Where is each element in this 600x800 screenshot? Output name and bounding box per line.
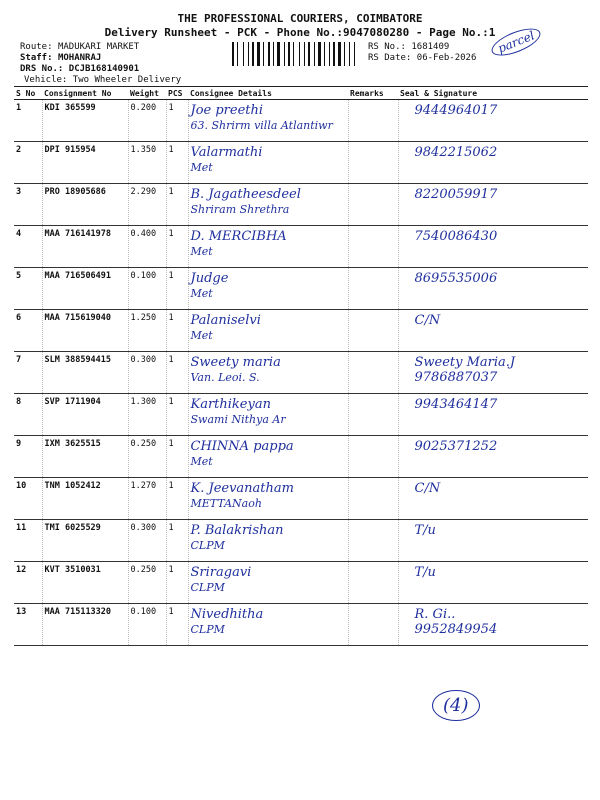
runsheet-subtitle: Delivery Runsheet - PCK - Phone No.:9047080280 - Page No.:1 <box>104 26 496 39</box>
table-row <box>14 142 588 184</box>
table-row <box>14 226 588 268</box>
rs-number-value: 1681409 <box>411 42 450 52</box>
consignee-details-cell <box>188 562 348 604</box>
sno-cell: 7 <box>14 352 42 394</box>
consignment-number: MAA 716506491 <box>42 268 128 310</box>
consignment-number: PRO 18905686 <box>42 184 128 226</box>
rs-date-value: 06-Feb-2026 <box>416 53 477 63</box>
pcs-cell: 1 <box>166 562 188 604</box>
remarks-cell <box>348 268 398 310</box>
consignee-details-cell <box>188 310 348 352</box>
remarks-cell <box>348 436 398 478</box>
remarks-cell <box>348 604 398 646</box>
signature-cell <box>398 268 588 310</box>
sno-cell: 11 <box>14 520 42 562</box>
pcs-cell: 1 <box>166 184 188 226</box>
sno-cell: 9 <box>14 436 42 478</box>
consignee-handwriting: Valarmathi <box>190 145 263 160</box>
signature-handwriting: R. Gi.. <box>414 607 456 622</box>
signature-handwriting: 9943464147 <box>414 397 498 412</box>
signature-handwriting: 7540086430 <box>414 229 498 244</box>
consignee-details-cell <box>188 184 348 226</box>
consignee-details-cell <box>188 436 348 478</box>
consignee-details-cell <box>188 604 348 646</box>
consignee-handwriting: K. Jeevanatham <box>190 481 294 496</box>
table-row <box>14 478 588 520</box>
signature-cell <box>398 520 588 562</box>
weight-cell: 0.200 <box>128 100 166 142</box>
sno-cell: 4 <box>14 226 42 268</box>
sno-cell: 10 <box>14 478 42 520</box>
consignment-number: MAA 715619040 <box>42 310 128 352</box>
staff-value: MOHANRAJ <box>57 53 102 63</box>
table-row <box>14 268 588 310</box>
runsheet-table <box>14 86 588 646</box>
consignment-number: TMI 6025529 <box>42 520 128 562</box>
col-header-sno: S No <box>14 87 42 100</box>
col-header-signature: Seal & Signature <box>398 87 588 100</box>
sno-cell: 1 <box>14 100 42 142</box>
consignment-number: MAA 716141978 <box>42 226 128 268</box>
pcs-cell: 1 <box>166 352 188 394</box>
signature-handwriting: 8220059917 <box>414 187 498 202</box>
consignee-handwriting: Sriragavi <box>190 565 252 580</box>
consignee-handwriting: Swami Nithya Ar <box>190 413 286 426</box>
consignee-handwriting: Met <box>190 245 213 258</box>
pcs-cell: 1 <box>166 268 188 310</box>
weight-cell: 0.300 <box>128 520 166 562</box>
weight-cell: 2.290 <box>128 184 166 226</box>
consignment-number: SVP 1711904 <box>42 394 128 436</box>
remarks-cell <box>348 184 398 226</box>
table-row <box>14 394 588 436</box>
consignee-handwriting: CLPM <box>190 581 225 594</box>
weight-cell: 0.300 <box>128 352 166 394</box>
consignee-handwriting: Judge <box>190 271 229 286</box>
consignee-handwriting: CHINNA pappa <box>190 439 294 454</box>
signature-handwriting: Sweety Maria.J <box>414 355 516 370</box>
consignment-number: DPI 915954 <box>42 142 128 184</box>
weight-cell: 0.100 <box>128 604 166 646</box>
signature-cell <box>398 184 588 226</box>
pcs-cell: 1 <box>166 100 188 142</box>
staff-label: Staff: <box>20 53 53 63</box>
table-row <box>14 520 588 562</box>
drs-line <box>20 64 139 74</box>
sno-cell: 8 <box>14 394 42 436</box>
consignee-handwriting: Palaniselvi <box>190 313 261 328</box>
pcs-cell: 1 <box>166 604 188 646</box>
consignee-handwriting: Joe preethi <box>190 103 264 118</box>
remarks-cell <box>348 310 398 352</box>
pcs-cell: 1 <box>166 520 188 562</box>
drs-label: DRS No.: <box>20 64 64 74</box>
consignee-details-cell <box>188 142 348 184</box>
consignee-handwriting: Met <box>190 329 213 342</box>
consignee-handwriting: 63. Shrirm villa Atlantiwr <box>190 119 333 132</box>
weight-cell: 1.250 <box>128 310 166 352</box>
pcs-cell: 1 <box>166 226 188 268</box>
consignment-number: MAA 715113320 <box>42 604 128 646</box>
weight-cell: 1.270 <box>128 478 166 520</box>
consignment-number: TNM 1052412 <box>42 478 128 520</box>
sno-cell: 5 <box>14 268 42 310</box>
weight-cell: 0.250 <box>128 562 166 604</box>
signature-handwriting: 9786887037 <box>414 370 498 385</box>
signature-cell <box>398 142 588 184</box>
vehicle-label: Vehicle: <box>24 75 68 85</box>
consignee-details-cell <box>188 352 348 394</box>
signature-handwriting: 9025371252 <box>414 439 498 454</box>
rs-date-label: RS Date: <box>368 53 412 63</box>
consignee-handwriting: METTANaoh <box>190 497 262 510</box>
table-row <box>14 604 588 646</box>
route-line <box>20 42 139 52</box>
consignee-details-cell <box>188 520 348 562</box>
route-value: MADUKARI MARKET <box>57 42 140 52</box>
weight-cell: 1.300 <box>128 394 166 436</box>
barcode <box>232 42 362 66</box>
pcs-cell: 1 <box>166 478 188 520</box>
remarks-cell <box>348 562 398 604</box>
signature-cell <box>398 478 588 520</box>
signature-cell <box>398 352 588 394</box>
consignee-details-cell <box>188 268 348 310</box>
pcs-cell: 1 <box>166 436 188 478</box>
remarks-cell <box>348 352 398 394</box>
consignee-handwriting: Met <box>190 287 213 300</box>
consignment-number: KDI 365599 <box>42 100 128 142</box>
staff-line <box>20 53 101 63</box>
rs-date-line <box>368 53 476 63</box>
table-row <box>14 436 588 478</box>
col-header-consignee: Consignee Details <box>188 87 348 100</box>
remarks-cell <box>348 142 398 184</box>
signature-cell <box>398 226 588 268</box>
signature-cell <box>398 562 588 604</box>
vehicle-line <box>24 75 181 85</box>
col-header-remarks: Remarks <box>348 87 398 100</box>
signature-handwriting: T/u <box>414 565 436 580</box>
sno-cell: 6 <box>14 310 42 352</box>
table-row <box>14 562 588 604</box>
consignee-details-cell <box>188 226 348 268</box>
signature-cell <box>398 394 588 436</box>
consignment-number: KVT 3510031 <box>42 562 128 604</box>
col-header-weight: Weight <box>128 87 166 100</box>
signature-handwriting: 9444964017 <box>414 103 498 118</box>
consignee-handwriting: Met <box>190 161 213 174</box>
signature-cell <box>398 100 588 142</box>
sno-cell: 12 <box>14 562 42 604</box>
signature-cell <box>398 436 588 478</box>
consignee-handwriting: Met <box>190 455 213 468</box>
consignee-handwriting: CLPM <box>190 623 225 636</box>
page-count-note: (4) <box>432 690 480 721</box>
weight-cell: 0.400 <box>128 226 166 268</box>
parcel-handwritten-note: parcel <box>488 23 544 61</box>
remarks-cell <box>348 478 398 520</box>
consignee-handwriting: Shriram Shrethra <box>190 203 290 216</box>
signature-handwriting: 8695535006 <box>414 271 498 286</box>
table-row <box>14 352 588 394</box>
consignment-number: IXM 3625515 <box>42 436 128 478</box>
consignee-handwriting: Karthikeyan <box>190 397 271 412</box>
table-row <box>14 184 588 226</box>
col-header-consignment: Consignment No <box>42 87 128 100</box>
consignee-handwriting: Nivedhitha <box>190 607 264 622</box>
weight-cell: 0.250 <box>128 436 166 478</box>
signature-cell <box>398 310 588 352</box>
pcs-cell: 1 <box>166 142 188 184</box>
remarks-cell <box>348 100 398 142</box>
col-header-pcs: PCS <box>166 87 188 100</box>
drs-value: DCJB168140901 <box>68 64 140 74</box>
consignee-handwriting: P. Balakrishan <box>190 523 284 538</box>
consignee-handwriting: D. MERCIBHA <box>190 229 287 244</box>
rs-number-label: RS No.: <box>368 42 406 52</box>
signature-handwriting: C/N <box>414 481 441 496</box>
table-row <box>14 310 588 352</box>
sno-cell: 2 <box>14 142 42 184</box>
table-header-row <box>14 87 588 100</box>
rs-number-line <box>368 42 449 52</box>
consignee-handwriting: CLPM <box>190 539 225 552</box>
pcs-cell: 1 <box>166 310 188 352</box>
remarks-cell <box>348 226 398 268</box>
route-label: Route: <box>20 42 53 52</box>
signature-handwriting: 9842215062 <box>414 145 498 160</box>
consignee-handwriting: Van. Leoi. S. <box>190 371 260 384</box>
consignee-handwriting: B. Jagatheesdeel <box>190 187 301 202</box>
signature-handwriting: C/N <box>414 313 441 328</box>
weight-cell: 0.100 <box>128 268 166 310</box>
vehicle-value: Two Wheeler Delivery <box>72 75 182 85</box>
consignee-details-cell <box>188 478 348 520</box>
sno-cell: 3 <box>14 184 42 226</box>
signature-cell <box>398 604 588 646</box>
weight-cell: 1.350 <box>128 142 166 184</box>
table-row <box>14 100 588 142</box>
signature-handwriting: 9952849954 <box>414 622 498 637</box>
pcs-cell: 1 <box>166 394 188 436</box>
consignee-details-cell <box>188 394 348 436</box>
remarks-cell <box>348 394 398 436</box>
consignee-details-cell <box>188 100 348 142</box>
remarks-cell <box>348 520 398 562</box>
signature-handwriting: T/u <box>414 523 436 538</box>
sno-cell: 13 <box>14 604 42 646</box>
consignment-number: SLM 388594415 <box>42 352 128 394</box>
company-title: THE PROFESSIONAL COURIERS, COIMBATORE <box>177 12 423 25</box>
consignee-handwriting: Sweety maria <box>190 355 281 370</box>
